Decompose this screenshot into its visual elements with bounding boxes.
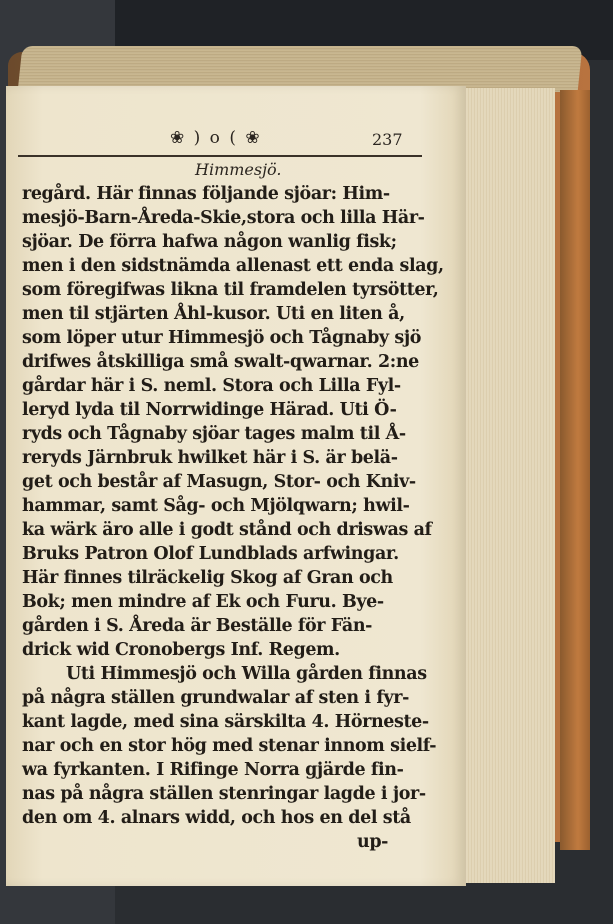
text-line: drifwes åtskilliga små swalt-qwarnar. 2:ne — [22, 352, 419, 372]
text-line: reryds Järnbruk hwilket här i S. är belä- — [22, 448, 398, 468]
text-line: nar och en stor hög med stenar innom sielf- — [22, 736, 437, 756]
text-line: sjöar. De förra hafwa någon wanlig fisk; — [22, 232, 397, 252]
book-spine — [560, 90, 590, 850]
text-line: som löper utur Himmesjö och Tågnaby sjö — [22, 328, 422, 348]
text-line: den om 4. alnars widd, och hos en del stå — [22, 808, 411, 828]
text-line: gården i S. Åreda är Beställe för Fän- — [22, 616, 373, 636]
text-line: ka wärk äro alle i godt stånd och driswas af — [22, 520, 432, 540]
running-head: Himmesjö. — [195, 160, 282, 179]
header-ornament: ❀ ) o ( ❀ — [170, 128, 262, 148]
text-line: som föregifwas likna til framdelen tyrsötter, — [22, 280, 439, 300]
page-edges — [455, 88, 555, 883]
text-line: Här finnes tilräckelig Skog af Gran och — [22, 568, 393, 588]
page-number: 237 — [372, 130, 403, 149]
text-line: get och består af Masugn, Stor- och Kniv- — [22, 472, 416, 492]
text-line: hammar, samt Såg- och Mjölqwarn; hwil- — [22, 496, 410, 516]
body-text — [22, 182, 444, 854]
catchword: up- — [357, 832, 389, 852]
text-line: kant lagde, med sina särskilta 4. Hörneste- — [22, 712, 429, 732]
text-line: wa fyrkanten. I Rifinge Norra gjärde fin- — [22, 760, 404, 780]
header-rule — [18, 155, 422, 157]
text-line: men i den sidstnämda allenast ett enda slag, — [22, 256, 444, 276]
paragraph-start-line: Uti Himmesjö och Willa gården finnas — [66, 664, 427, 684]
text-line: regård. Här finnas följande sjöar: Him- — [22, 184, 390, 204]
page-header — [20, 128, 420, 154]
text-line: nas på några ställen stenringar lagde i jor- — [22, 784, 426, 804]
text-line: leryd lyda til Norrwidinge Härad. Uti Ö- — [22, 400, 397, 420]
text-line: men til stjärten Åhl-kusor. Uti en liten å, — [22, 304, 405, 324]
text-line: ryds och Tågnaby sjöar tages malm til Å- — [22, 424, 406, 444]
text-line: på några ställen grundwalar af sten i fyr- — [22, 688, 409, 708]
text-line: mesjö-Barn-Åreda-Skie,stora och lilla Här- — [22, 208, 425, 228]
text-line: drick wid Cronobergs Inf. Regem. — [22, 640, 340, 660]
text-line: gårdar här i S. neml. Stora och Lilla Fyl- — [22, 376, 401, 396]
text-line: Bruks Patron Olof Lundblads arfwingar. — [22, 544, 399, 564]
text-line: Bok; men mindre af Ek och Furu. Bye- — [22, 592, 384, 612]
